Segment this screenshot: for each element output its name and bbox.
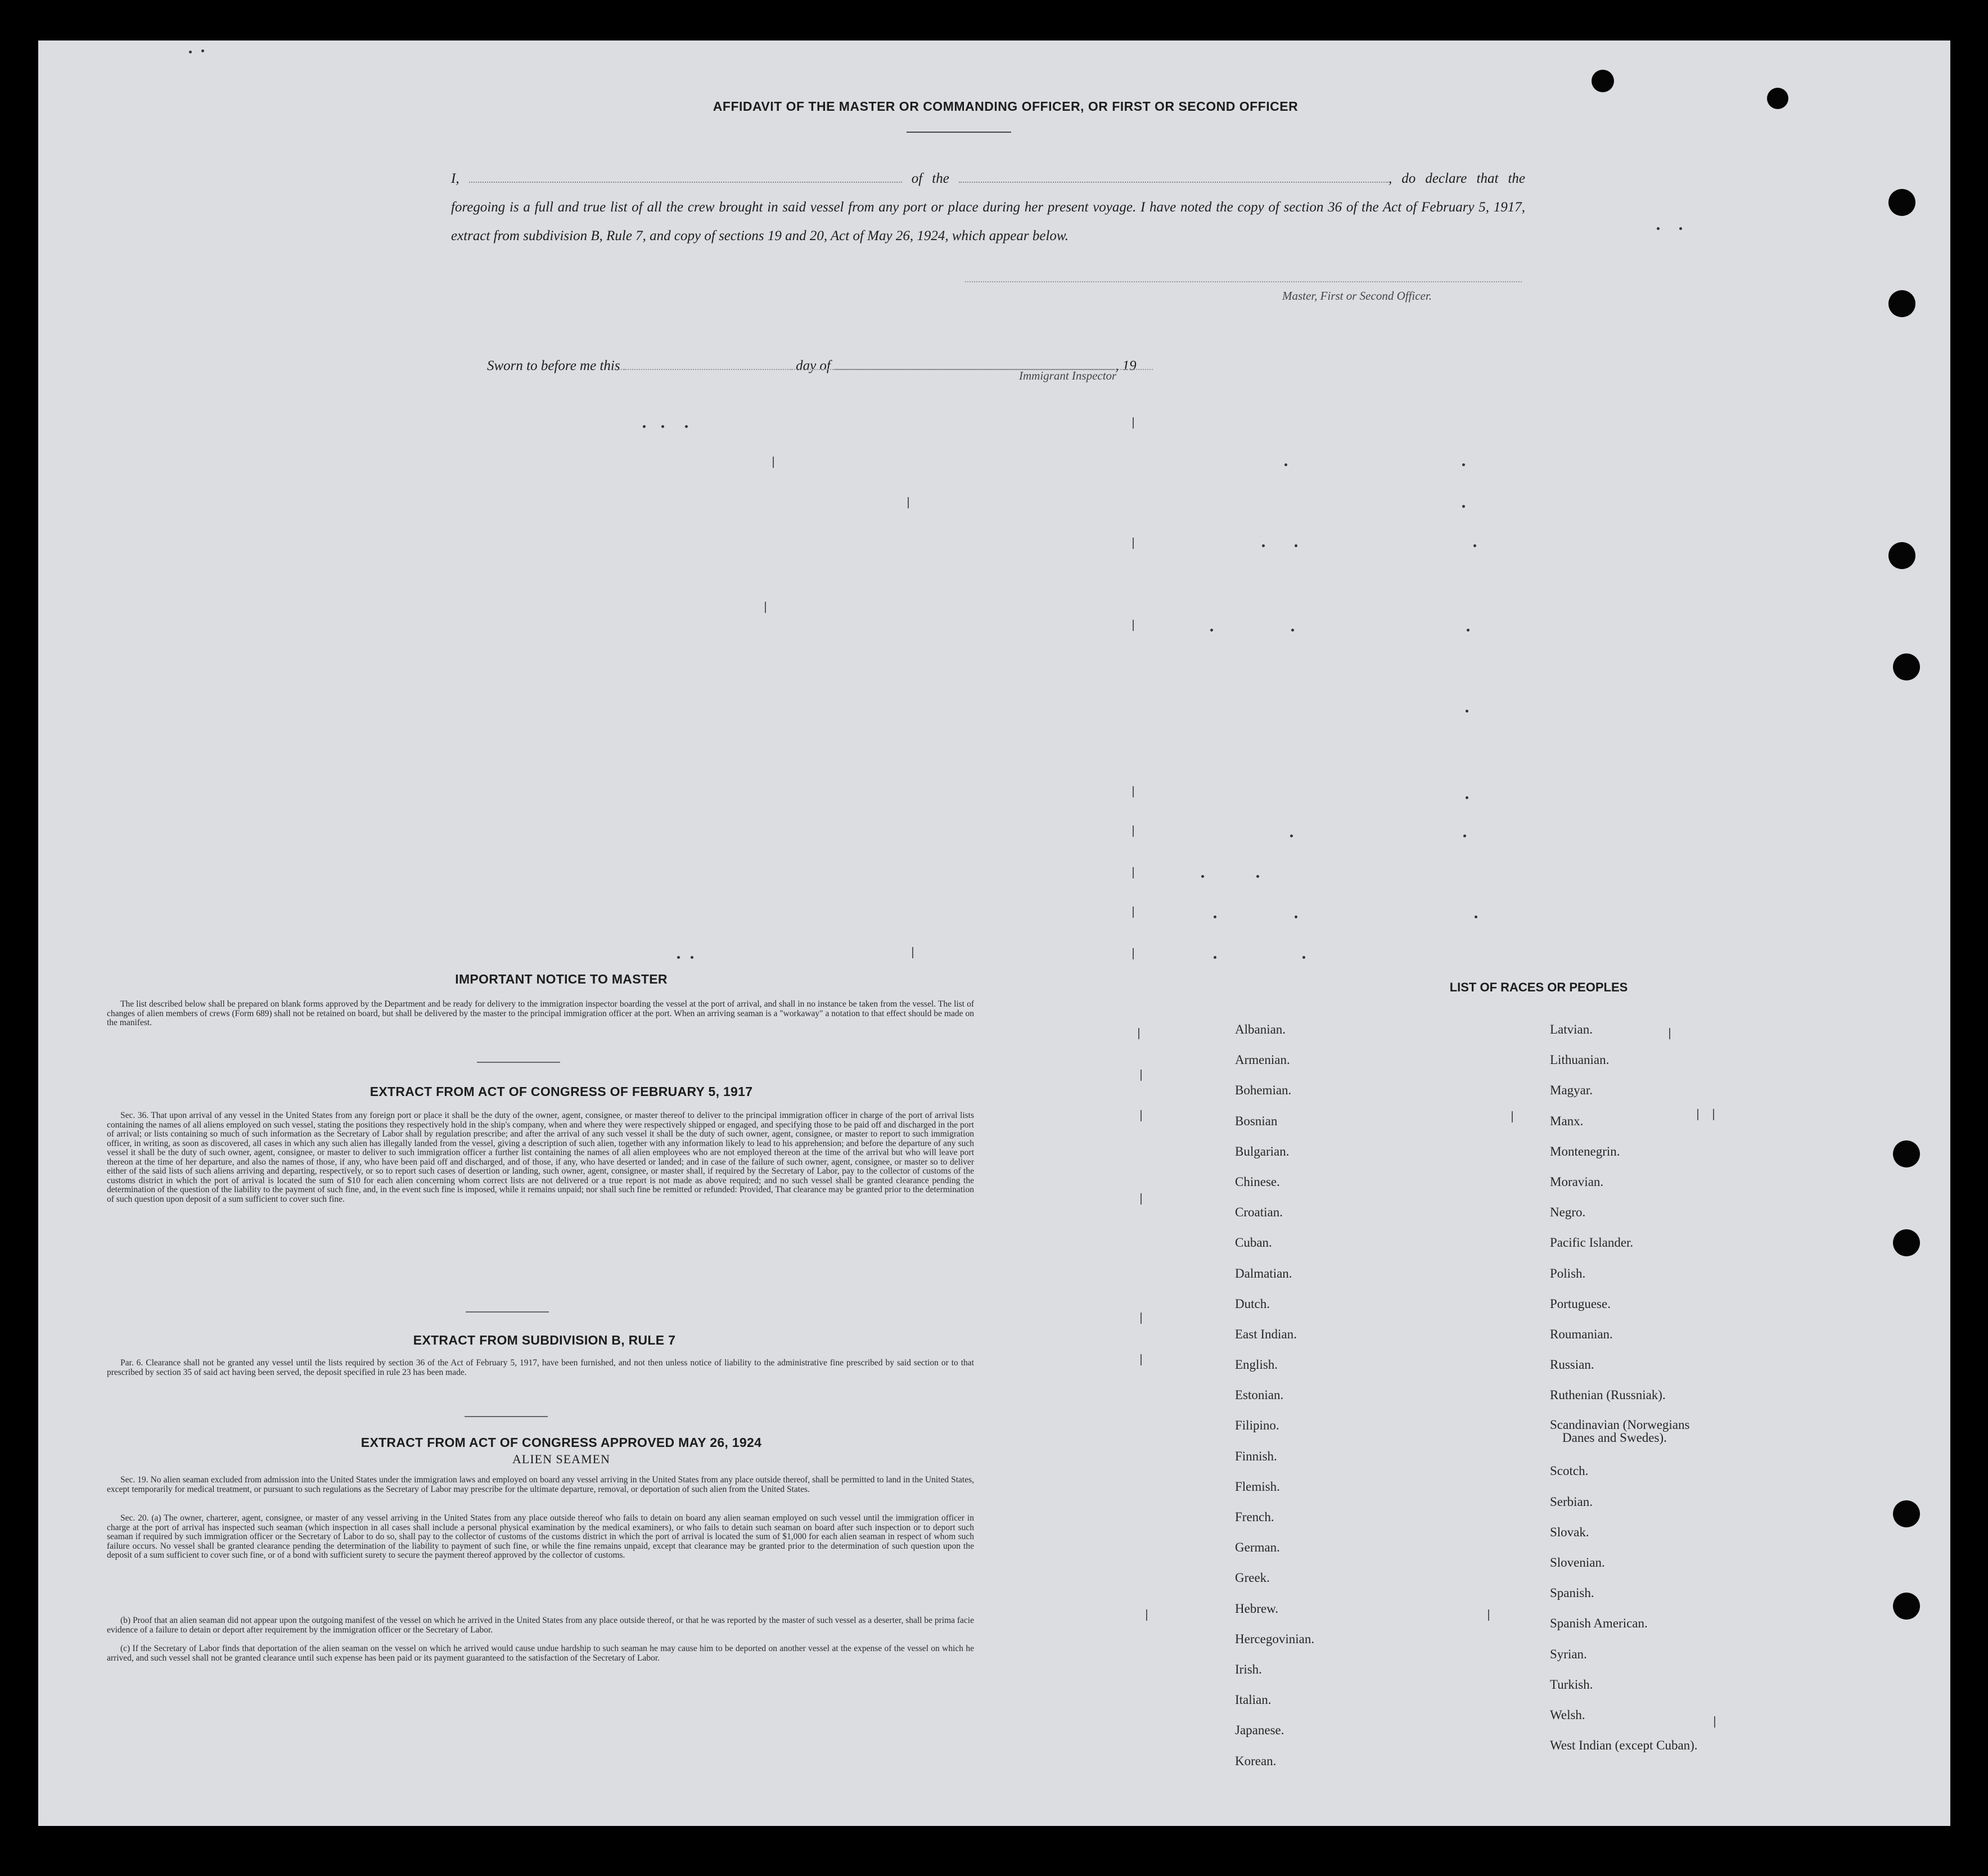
speck bbox=[1214, 956, 1216, 959]
race-item: Korean. bbox=[1235, 1753, 1277, 1768]
race-item: Syrian. bbox=[1550, 1647, 1587, 1661]
race-item: Filipino. bbox=[1235, 1418, 1279, 1433]
punch-hole bbox=[1888, 189, 1915, 216]
race-item: Bosnian bbox=[1235, 1113, 1278, 1128]
race-item: Italian. bbox=[1235, 1693, 1272, 1707]
races-column-right bbox=[1550, 1022, 1797, 1769]
mark bbox=[1512, 1111, 1513, 1122]
sworn-year: , 19 bbox=[1115, 358, 1137, 373]
sworn-month-blank[interactable] bbox=[834, 357, 1115, 370]
race-item: Pacific Islander. bbox=[1550, 1235, 1634, 1250]
act-1917-title: EXTRACT FROM ACT OF CONGRESS OF FEBRUARY 5, 1917 bbox=[369, 1084, 753, 1099]
vessel-blank[interactable] bbox=[959, 169, 1389, 183]
notice-title: IMPORTANT NOTICE TO MASTER bbox=[455, 972, 668, 986]
speck bbox=[1295, 916, 1297, 918]
speck bbox=[1473, 544, 1476, 547]
divider bbox=[465, 1416, 548, 1417]
race-item: Polish. bbox=[1550, 1266, 1586, 1280]
speck bbox=[1214, 916, 1216, 918]
sworn-prefix: Sworn to before me this bbox=[487, 358, 620, 373]
race-item: Roumanian. bbox=[1550, 1327, 1613, 1341]
race-item: Serbian. bbox=[1550, 1494, 1593, 1509]
race-item: Latvian. bbox=[1550, 1022, 1593, 1036]
act-1924-sec19: Sec. 19. No alien seaman excluded from admission into the United States under the immigration laws and employed on board any vessel arriving in the United States from any place outside thereof, shall be permitted to land in the United States, except temporarily for medical treatment, or pursuant to such regulations as the Secretary of Labor may prescribe for the ultimate departure, removal, or deportation of such alien from the United States. bbox=[107, 1475, 974, 1494]
mark bbox=[1140, 1110, 1142, 1121]
rule-7-title: EXTRACT FROM SUBDIVISION B, RULE 7 bbox=[413, 1333, 676, 1347]
race-item: West Indian (except Cuban). bbox=[1550, 1738, 1698, 1753]
race-item: French. bbox=[1235, 1510, 1274, 1524]
word-of-the: of the bbox=[911, 171, 949, 186]
act-1924-sec20b: (b) Proof that an alien seaman did not appear upon the outgoing manifest of the vessel on which he arrived in the United States from any place outside thereof, or that he was reported by the master of such vessel as a deserter, shall be prima facie evidence of a failure to detain or deport after requirement by the immigration officer or the Secretary of Labor. bbox=[107, 1616, 974, 1635]
speck bbox=[1657, 227, 1660, 230]
punch-hole bbox=[1893, 1500, 1920, 1527]
race-item: Japanese. bbox=[1235, 1723, 1284, 1738]
mark bbox=[1140, 1313, 1142, 1324]
race-item: Slovak. bbox=[1550, 1525, 1589, 1539]
act-1924-sec20a: Sec. 20. (a) The owner, charterer, agent, consignee, or master of any vessel arriving in the United States from any place outside thereof who fails to detain on board any alien seaman employed on such vessel until the immigration officer in charge at the port of arrival has inspected such seaman (which inspection in all cases shall include a personal physical examination by the medical examiners), or who fails to detain such seaman on board after such inspection or to deport such seaman if required by such immigration officer or the Secretary of Labor to do so, shall pay to the collector of customs of the customs district in which the port of arrival is located the sum of $1,000 for each alien seaman in respect of whom such failure occurs. No vessel shall be granted clearance pending the determination of the liability to payment of such fine, or while the fine remains unpaid, except that clearance may be granted prior to the determination of such question upon the deposit of a sum sufficient to cover such fine, or of a bond with sufficient surety to secure the payment thereof approved by the collector of customs. bbox=[107, 1513, 974, 1560]
race-item: Bohemian. bbox=[1235, 1083, 1292, 1098]
mark bbox=[1140, 1354, 1142, 1365]
speck bbox=[691, 956, 693, 959]
punch-hole bbox=[1592, 70, 1614, 92]
title-underline bbox=[907, 132, 1011, 133]
act-1924-title: EXTRACT FROM ACT OF CONGRESS APPROVED MAY 26, 1924 bbox=[360, 1435, 762, 1450]
manifest-page bbox=[38, 40, 1950, 1826]
speck bbox=[643, 425, 646, 428]
speck bbox=[1290, 835, 1293, 837]
mark bbox=[1133, 867, 1134, 878]
race-item: Dalmatian. bbox=[1235, 1266, 1292, 1280]
race-item: Welsh. bbox=[1550, 1707, 1585, 1722]
master-signature-label: Master, First or Second Officer. bbox=[1282, 289, 1432, 303]
speck bbox=[1466, 710, 1468, 712]
mark bbox=[773, 457, 774, 468]
affidavit-title: AFFIDAVIT OF THE MASTER OR COMMANDING OFFICER, OR FIRST OR SECOND OFFICER bbox=[713, 99, 1299, 114]
speck bbox=[1291, 629, 1294, 632]
mark bbox=[1146, 1609, 1147, 1621]
speck bbox=[189, 51, 192, 53]
name-blank[interactable] bbox=[469, 169, 902, 183]
race-item-line: Scandinavian (Norwegians bbox=[1550, 1418, 1690, 1432]
race-item: East Indian. bbox=[1235, 1327, 1297, 1341]
sworn-day-blank[interactable] bbox=[624, 357, 792, 370]
speck bbox=[1256, 875, 1259, 878]
mark bbox=[1488, 1609, 1489, 1621]
race-item: Magyar. bbox=[1550, 1083, 1593, 1098]
speck bbox=[1201, 875, 1204, 878]
speck bbox=[1302, 956, 1305, 959]
sworn-day-of: day of bbox=[796, 358, 831, 373]
punch-hole bbox=[1893, 1140, 1920, 1167]
inspector-label: Immigrant Inspector bbox=[1019, 369, 1117, 382]
speck bbox=[1210, 629, 1213, 632]
race-item: Bulgarian. bbox=[1235, 1144, 1290, 1158]
mark bbox=[908, 497, 909, 508]
speck bbox=[685, 425, 688, 428]
act-1917-text: Sec. 36. That upon arrival of any vessel in the United States from any foreign port or place it shall be the duty of the owner, agent, consignee, or master thereof to deliver to the principal immigration officer in charge of the port of arrival lists containing the names of all aliens employed on such vessel, stating the positions they respectively hold in the ship's company, when and where they were respectively shipped or engaged, and specifying those to be paid off and discharged in the port of arrival; or lists containing so much of such information as the Secretary of Labor shall by regulation prescribe; and after the arrival of any such vessel it shall be the duty of such owner, agent, consignee, or master to report to such immigration officer, in writing, as soon as discovered, all cases in which any such alien has illegally landed from the vessel, giving a description of such alien, together with any information likely to lead to his apprehension; and before the departure of any such vessel it shall be the duty of such owner, agent, consignee, or master to deliver to such immigration officer a further list containing the names of all alien employees who are not employed thereon at the time of the arrival but who will leave port thereon at the time of her departure, and also the names of those, if any, who have been paid off and discharged, and of those, if any, who have deserted or landed; and in case of the failure of such owner, agent, consignee, or master so to deliver either of the said lists of such aliens arriving and departing, respectively, or so to report such cases of desertion or landing, such owner, agent, consignee, or master shall, if required by the Secretary of Labor, pay to the collector of customs of the customs district in which the port of arrival is located the sum of $10 for each alien concerning whom correct lists are not delivered or a true report is not made as above required; and no such vessel shall be granted clearance pending the determination of the question of the liability to the payment of such fine, and, in the event such fine is imposed, while it remains unpaid; nor shall such fine be remitted or refunded: Provided, That clearance may be granted prior to the determination of such question upon deposit of a sum sufficient to cover such fine. bbox=[107, 1111, 974, 1204]
punch-hole bbox=[1767, 88, 1788, 109]
divider bbox=[466, 1311, 549, 1313]
affidavit-statement bbox=[451, 164, 1525, 250]
act-1924-subtitle: ALIEN SEAMEN bbox=[512, 1452, 610, 1466]
mark bbox=[1140, 1193, 1142, 1205]
declaration-sentence: that the foregoing is a full and true list of all the crew brought in said vessel from any port or place during her present voyage. I have noted the copy of section 36 of the Act of February 5, 1917, extract from subdivision B, Rule 7, and copy of sections 19 and 20, Act of May 26, 1924, which appear below. bbox=[451, 171, 1526, 243]
race-item: Albanian. bbox=[1235, 1022, 1286, 1036]
race-item: Flemish. bbox=[1235, 1479, 1280, 1494]
race-item: Estonian. bbox=[1235, 1388, 1284, 1403]
mark bbox=[1133, 786, 1134, 797]
mark bbox=[1133, 417, 1134, 429]
race-item: Chinese. bbox=[1235, 1174, 1280, 1189]
mark bbox=[1133, 907, 1134, 918]
race-item: Spanish. bbox=[1550, 1586, 1594, 1600]
race-item: Hebrew. bbox=[1235, 1601, 1279, 1616]
speck bbox=[1679, 227, 1682, 230]
speck bbox=[1262, 544, 1265, 547]
punch-hole bbox=[1893, 1229, 1920, 1256]
mark bbox=[1140, 1070, 1142, 1081]
speck bbox=[677, 956, 680, 959]
race-item: Lithuanian. bbox=[1550, 1053, 1610, 1067]
race-item: Spanish American. bbox=[1550, 1616, 1648, 1631]
race-item: Armenian. bbox=[1235, 1053, 1290, 1067]
speck bbox=[1467, 629, 1469, 632]
word-do-declare: , do declare bbox=[1388, 171, 1467, 186]
mark bbox=[1138, 1028, 1139, 1039]
word-i: I, bbox=[451, 171, 459, 186]
speck bbox=[1295, 544, 1297, 547]
speck bbox=[1463, 835, 1466, 837]
notice-text: The list described below shall be prepared on blank forms approved by the Department and be ready for delivery to the immigration inspector boarding the vessel at the port of arrival, and shall in no instance be taken from the vessel. The list of changes of alien members of crews (Form 689) shall not be retained on board, but shall be delivered by the master to the principal immigration officer at the port. When an arriving seaman is a "workaway" a notation to that effect should be made on the manifest. bbox=[107, 999, 974, 1027]
race-item: Negro. bbox=[1550, 1205, 1586, 1220]
speck bbox=[201, 49, 204, 52]
divider bbox=[477, 1062, 560, 1063]
speck bbox=[1284, 463, 1287, 466]
race-item: Hercegovinian. bbox=[1235, 1631, 1315, 1646]
mark bbox=[912, 947, 913, 958]
race-item: Croatian. bbox=[1235, 1205, 1283, 1220]
punch-hole bbox=[1893, 1593, 1920, 1620]
master-signature-line[interactable] bbox=[965, 281, 1522, 282]
speck bbox=[1462, 463, 1465, 466]
race-item: Scotch. bbox=[1550, 1464, 1589, 1478]
mark bbox=[1133, 826, 1134, 837]
race-item-line: Danes and Swedes). bbox=[1562, 1431, 1667, 1445]
race-item: Ruthenian (Russniak). bbox=[1550, 1388, 1666, 1403]
race-item: Turkish. bbox=[1550, 1677, 1593, 1692]
speck bbox=[1466, 796, 1468, 799]
speck bbox=[1475, 916, 1477, 918]
race-item: Moravian. bbox=[1550, 1174, 1604, 1189]
race-item bbox=[1550, 1418, 1797, 1464]
rule-7-text: Par. 6. Clearance shall not be granted any vessel until the lists required by section 36 of the Act of February 5, 1917, have been furnished, and not then unless notice of liability to the administrative fine prescribed by said section or to that prescribed by section 35 of said act having been served, the deposit specified in rule 23 has been made. bbox=[107, 1358, 974, 1377]
punch-hole bbox=[1893, 653, 1920, 680]
race-item: German. bbox=[1235, 1540, 1280, 1555]
race-item: Portuguese. bbox=[1550, 1296, 1611, 1311]
race-item: Finnish. bbox=[1235, 1449, 1277, 1463]
race-item: Irish. bbox=[1235, 1662, 1262, 1676]
race-item: Russian. bbox=[1550, 1358, 1594, 1372]
mark bbox=[1133, 538, 1134, 549]
mark bbox=[1133, 948, 1134, 959]
speck bbox=[661, 425, 664, 428]
speck bbox=[1462, 505, 1465, 508]
race-item: Manx. bbox=[1550, 1113, 1584, 1128]
races-title: LIST OF RACES OR PEOPLES bbox=[1449, 980, 1628, 994]
race-item: Dutch. bbox=[1235, 1296, 1270, 1311]
race-item: Cuban. bbox=[1235, 1235, 1272, 1250]
punch-hole bbox=[1888, 290, 1915, 317]
punch-hole bbox=[1888, 542, 1915, 569]
race-item: Greek. bbox=[1235, 1571, 1270, 1585]
race-item: English. bbox=[1235, 1358, 1278, 1372]
act-1924-sec20c: (c) If the Secretary of Labor finds that deportation of the alien seaman on the vessel on which he arrived would cause undue hardship to such seaman he may cause him to be deported on another vessel at the expense of the vessel on which he arrived, and such vessel shall not be granted clearance until such expense has been paid or its payment guaranteed to the satisfaction of the Secretary of Labor. bbox=[107, 1644, 974, 1663]
race-item: Slovenian. bbox=[1550, 1555, 1605, 1570]
race-item: Montenegrin. bbox=[1550, 1144, 1620, 1158]
mark bbox=[765, 602, 766, 613]
races-column-left bbox=[1235, 1022, 1482, 1784]
mark bbox=[1133, 620, 1134, 631]
